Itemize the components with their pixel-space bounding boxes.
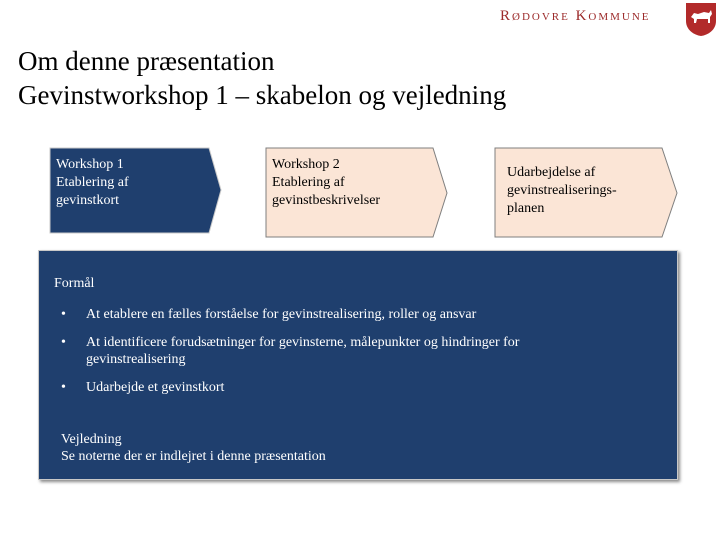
step-2-title: Workshop 2	[272, 157, 340, 172]
title-line-2: Gevinstworkshop 1 – skabelon og vejledning	[18, 80, 507, 110]
step-2-line-1: Etablering af	[272, 175, 345, 190]
step-2-text	[272, 156, 432, 210]
step-1-title: Workshop 1	[56, 157, 124, 172]
step-1-line-2: gevinstkort	[56, 193, 119, 208]
title-line-1: Om denne præsentation	[18, 46, 275, 76]
purpose-heading: Formål	[54, 276, 95, 291]
bullet-icon: •	[61, 380, 66, 395]
list-item	[61, 379, 621, 396]
page-title	[18, 44, 506, 112]
bullet-icon: •	[61, 335, 66, 350]
step-3-text	[507, 164, 657, 218]
step-3-line-2: gevinstrealiserings-	[507, 183, 617, 198]
bullet-icon: •	[61, 307, 66, 322]
crest-icon	[684, 1, 718, 37]
guide-heading: Vejledning	[61, 432, 122, 447]
step-3-line-1: Udarbejdelse af	[507, 165, 596, 180]
guide-block	[61, 431, 326, 465]
logo-text: Rødovre Kommune	[500, 8, 651, 24]
step-1-line-1: Etablering af	[56, 175, 129, 190]
step-2-line-2: gevinstbeskrivelser	[272, 193, 381, 208]
guide-text: Se noterne der er indlejret i denne præsentation	[61, 449, 326, 464]
list-item	[61, 334, 621, 368]
list-item	[61, 306, 621, 323]
bullet-text: At etablere en fælles forståelse for gevinstrealisering, roller og ansvar	[86, 307, 477, 322]
step-3-line-3: planen	[507, 201, 545, 216]
step-1-text	[56, 156, 206, 210]
bullet-text: Udarbejde et gevinstkort	[86, 380, 225, 395]
bullet-text: At identificere forudsætninger for gevinsterne, målepunkter og hindringer for gevinstrealisering	[86, 335, 520, 367]
purpose-list	[61, 306, 621, 407]
purpose-panel	[38, 250, 678, 480]
